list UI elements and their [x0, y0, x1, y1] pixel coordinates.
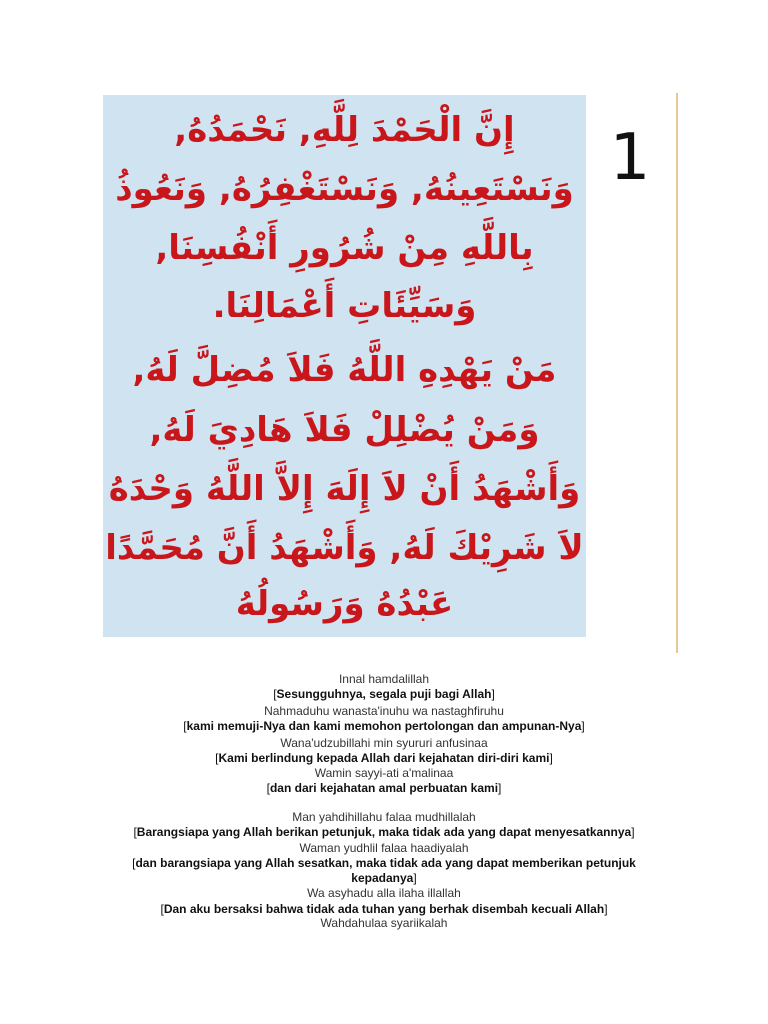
divider — [676, 93, 678, 653]
arabic-line: وَمَنْ يُضْلِلْ فَلاَ هَادِيَ لَهُ, — [149, 410, 540, 450]
transliteration-line: Wana'udzubillahi min syururi anfusinaa — [280, 736, 488, 750]
translation-line: [kami memuji-Nya dan kami memohon pertolongan dan ampunan-Nya] — [183, 719, 585, 733]
transliteration-line: Wamin sayyi-ati a'malinaa — [314, 766, 454, 780]
translation-text: Sesungguhnya, segala puji bagi Allah — [276, 687, 492, 701]
arabic-text-panel — [103, 95, 586, 637]
translation-text: Dan aku bersaksi bahwa tidak ada tuhan yang berhak disembah kecuali Allah — [163, 902, 605, 916]
transliteration-line: Wa asyhadu alla ilaha illallah — [307, 886, 461, 900]
translation-line: [Kami berlindung kepada Allah dari kejahatan diri-diri kami] — [215, 751, 553, 765]
page-number: 1 — [609, 121, 651, 195]
translation-text: kepadanya — [351, 871, 414, 885]
arabic-line: بِاللَّهِ مِنْ شُرُورِ أَنْفُسِنَا, — [155, 228, 534, 268]
arabic-line: وَسَيِّئَاتِ أَعْمَالِنَا. — [212, 286, 477, 326]
translation-line: kepadanya] — [351, 871, 417, 885]
transliteration-line: Innal hamdalillah — [338, 672, 430, 686]
arabic-line: عَبْدُهُ وَرَسُولُهُ — [235, 584, 454, 624]
translation-line: [Dan aku bersaksi bahwa tidak ada tuhan yang berhak disembah kecuali Allah] — [160, 902, 608, 916]
translation-line: [dan dari kejahatan amal perbuatan kami] — [266, 781, 502, 795]
translation-line: [Barangsiapa yang Allah berikan petunjuk, maka tidak ada yang dapat menyesatkannya] — [133, 825, 635, 839]
transliteration-line: Waman yudhlil falaa haadiyalah — [299, 841, 469, 855]
arabic-line: لاَ شَرِيْكَ لَهُ, وَأَشْهَدُ أَنَّ مُحَمَّدًا — [105, 528, 584, 568]
arabic-line: وَأَشْهَدُ أَنْ لاَ إِلَهَ إِلاَّ اللَّهُ وَحْدَهُ — [108, 469, 581, 509]
translation-text: Kami berlindung kepada Allah dari kejahatan diri-diri kami — [218, 751, 550, 765]
translation-text: kami memuji-Nya dan kami memohon pertolongan dan ampunan-Nya — [186, 719, 582, 733]
transliteration-line: Nahmaduhu wanasta'inuhu wa nastaghfiruhu — [264, 704, 504, 718]
translation-text: dan barangsiapa yang Allah sesatkan, maka tidak ada yang dapat memberikan petunjuk — [135, 856, 636, 870]
translation-line: [Sesungguhnya, segala puji bagi Allah] — [273, 687, 495, 701]
arabic-line: مَنْ يَهْدِهِ اللَّهُ فَلاَ مُضِلَّ لَهُ, — [132, 350, 557, 390]
translation-text: Barangsiapa yang Allah berikan petunjuk, maka tidak ada yang dapat menyesatkannya — [136, 825, 632, 839]
translation-line: [dan barangsiapa yang Allah sesatkan, maka tidak ada yang dapat memberikan petunjuk — [132, 856, 636, 870]
transliteration-line: Wahdahulaa syariikalah — [320, 916, 448, 930]
translation-text: dan dari kejahatan amal perbuatan kami — [269, 781, 499, 795]
arabic-line: وَنَسْتَعِينُهُ, وَنَسْتَغْفِرُهُ, وَنَعُوذُ — [115, 169, 574, 209]
transliteration-line: Man yahdihillahu falaa mudhillalah — [292, 810, 476, 824]
arabic-line: إِنَّ الْحَمْدَ لِلَّهِ, نَحْمَدُهُ, — [174, 110, 515, 150]
